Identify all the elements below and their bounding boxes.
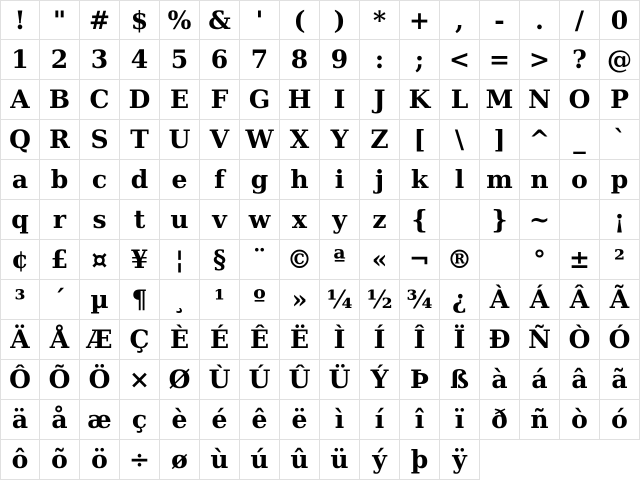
glyph-cell[interactable]: z [360,200,400,240]
glyph-cell[interactable]: c [80,160,120,200]
glyph-cell[interactable]: L [440,80,480,120]
glyph-cell[interactable]: S [80,120,120,160]
glyph-cell[interactable]: Ì [320,320,360,360]
glyph-cell[interactable]: # [80,0,120,40]
glyph-cell[interactable]: k [400,160,440,200]
glyph-cell[interactable]: Ü [320,360,360,400]
glyph-cell[interactable]: ù [200,440,240,480]
glyph-cell[interactable]: Å [40,320,80,360]
glyph-cell[interactable]: X [280,120,320,160]
glyph-cell[interactable]: ã [600,360,640,400]
glyph-cell[interactable]: e [160,160,200,200]
glyph-cell[interactable]: = [480,40,520,80]
glyph-cell[interactable]: ¾ [400,280,440,320]
glyph-cell[interactable]: µ [80,280,120,320]
glyph-cell[interactable]: õ [40,440,80,480]
glyph-cell[interactable]: ì [320,400,360,440]
glyph-cell[interactable]: ¹ [200,280,240,320]
glyph-cell[interactable]: ú [240,440,280,480]
glyph-cell[interactable]: ´ [40,280,80,320]
glyph-cell[interactable]: ° [520,240,560,280]
glyph-cell[interactable]: J [360,80,400,120]
glyph-cell[interactable]: þ [400,440,440,480]
glyph-cell[interactable]: : [360,40,400,80]
glyph-cell[interactable]: G [240,80,280,120]
empty-area-cell [480,440,520,480]
glyph-cell[interactable]: N [520,80,560,120]
glyph-cell[interactable]: s [80,200,120,240]
glyph-cell[interactable]: " [40,0,80,40]
glyph-cell[interactable]: Ï [440,320,480,360]
glyph-cell[interactable]: 2 [40,40,80,80]
glyph-cell[interactable] [480,240,520,280]
glyph-cell[interactable]: % [160,0,200,40]
glyph-cell[interactable]: $ [120,0,160,40]
glyph-cell[interactable]: i [320,160,360,200]
glyph-cell[interactable]: Î [400,320,440,360]
glyph-cell[interactable]: Û [280,360,320,400]
glyph-cell[interactable]: F [200,80,240,120]
glyph-cell[interactable]: Ð [480,320,520,360]
glyph-cell[interactable]: è [160,400,200,440]
glyph-cell[interactable]: § [200,240,240,280]
glyph-cell[interactable]: ¸ [160,280,200,320]
glyph-cell[interactable]: ä [0,400,40,440]
glyph-cell[interactable]: Æ [80,320,120,360]
glyph-cell[interactable]: r [40,200,80,240]
glyph-cell[interactable]: , [440,0,480,40]
glyph-cell[interactable]: Õ [40,360,80,400]
glyph-cell[interactable]: 4 [120,40,160,80]
glyph-cell[interactable]: ® [440,240,480,280]
glyph-cell[interactable]: K [400,80,440,120]
glyph-cell[interactable]: C [80,80,120,120]
glyph-cell[interactable]: ÷ [120,440,160,480]
glyph-cell[interactable]: ³ [0,280,40,320]
glyph-cell[interactable]: Ö [80,360,120,400]
glyph-cell[interactable]: & [200,0,240,40]
glyph-cell[interactable]: « [360,240,400,280]
glyph-cell[interactable]: ½ [360,280,400,320]
glyph-cell[interactable]: t [120,200,160,240]
glyph-cell[interactable]: ¿ [440,280,480,320]
glyph-cell[interactable]: ¦ [160,240,200,280]
empty-area-cell [520,440,560,480]
glyph-cell[interactable]: 1 [0,40,40,80]
glyph-cell[interactable]: Ø [160,360,200,400]
glyph-cell[interactable]: n [520,160,560,200]
glyph-cell[interactable]: h [280,160,320,200]
glyph-cell[interactable]: > [520,40,560,80]
glyph-cell[interactable]: û [280,440,320,480]
glyph-cell[interactable]: ç [120,400,160,440]
glyph-cell[interactable]: ; [400,40,440,80]
glyph-cell[interactable]: ª [320,240,360,280]
glyph-cell[interactable]: \ [440,120,480,160]
glyph-cell[interactable]: / [560,0,600,40]
glyph-cell[interactable]: ó [600,400,640,440]
glyph-cell[interactable]: À [480,280,520,320]
glyph-cell[interactable]: Â [560,280,600,320]
glyph-cell[interactable]: Ý [360,360,400,400]
glyph-cell[interactable]: Q [0,120,40,160]
glyph-cell[interactable]: Ñ [520,320,560,360]
empty-area-cell [600,440,640,480]
glyph-cell[interactable]: 6 [200,40,240,80]
glyph-cell[interactable]: Ç [120,320,160,360]
glyph-cell[interactable]: _ [560,120,600,160]
glyph-cell[interactable]: M [480,80,520,120]
glyph-cell[interactable]: ¤ [80,240,120,280]
glyph-cell[interactable]: l [440,160,480,200]
glyph-cell[interactable]: å [40,400,80,440]
glyph-cell[interactable]: ² [600,240,640,280]
glyph-cell[interactable]: 3 [80,40,120,80]
glyph-cell[interactable]: 9 [320,40,360,80]
glyph-cell[interactable]: 8 [280,40,320,80]
glyph-cell[interactable]: ¥ [120,240,160,280]
glyph-cell[interactable]: î [400,400,440,440]
glyph-cell[interactable]: º [240,280,280,320]
glyph-cell[interactable]: ] [480,120,520,160]
glyph-cell[interactable]: â [560,360,600,400]
glyph-cell[interactable]: [ [400,120,440,160]
glyph-cell[interactable]: ö [80,440,120,480]
glyph-cell[interactable]: È [160,320,200,360]
glyph-cell[interactable]: ð [480,400,520,440]
glyph-cell[interactable]: É [200,320,240,360]
glyph-cell[interactable]: æ [80,400,120,440]
glyph-cell[interactable]: Ù [200,360,240,400]
glyph-cell[interactable]: Ä [0,320,40,360]
glyph-cell[interactable]: à [480,360,520,400]
glyph-cell[interactable]: ? [560,40,600,80]
glyph-cell[interactable]: ¬ [400,240,440,280]
glyph-cell[interactable]: { [400,200,440,240]
glyph-cell[interactable]: ¨ [240,240,280,280]
glyph-cell[interactable]: ! [0,0,40,40]
glyph-cell[interactable]: U [160,120,200,160]
glyph-cell[interactable]: A [0,80,40,120]
glyph-cell[interactable]: ò [560,400,600,440]
glyph-cell[interactable]: I [320,80,360,120]
glyph-cell[interactable]: b [40,160,80,200]
glyph-cell[interactable]: * [360,0,400,40]
glyph-cell[interactable]: Ú [240,360,280,400]
glyph-cell[interactable]: 0 [600,0,640,40]
glyph-cell[interactable]: a [0,160,40,200]
glyph-cell[interactable]: é [200,400,240,440]
glyph-cell[interactable]: ¼ [320,280,360,320]
glyph-cell[interactable]: } [480,200,520,240]
glyph-cell[interactable]: D [120,80,160,120]
glyph-cell[interactable]: j [360,160,400,200]
glyph-cell[interactable]: + [400,0,440,40]
glyph-cell[interactable]: B [40,80,80,120]
glyph-cell[interactable]: W [240,120,280,160]
glyph-cell[interactable]: Z [360,120,400,160]
glyph-cell[interactable]: O [560,80,600,120]
glyph-cell[interactable]: w [240,200,280,240]
glyph-cell[interactable]: ë [280,400,320,440]
glyph-cell[interactable]: ß [440,360,480,400]
glyph-cell[interactable]: 5 [160,40,200,80]
glyph-cell[interactable]: o [560,160,600,200]
glyph-cell[interactable]: V [200,120,240,160]
glyph-cell[interactable]: í [360,400,400,440]
glyph-cell[interactable]: ¡ [600,200,640,240]
glyph-cell[interactable] [440,200,480,240]
glyph-cell[interactable]: ü [320,440,360,480]
glyph-cell[interactable]: T [120,120,160,160]
glyph-cell[interactable]: Á [520,280,560,320]
glyph-cell[interactable]: ` [600,120,640,160]
glyph-cell[interactable]: g [240,160,280,200]
glyph-cell[interactable]: × [120,360,160,400]
glyph-cell[interactable]: Y [320,120,360,160]
glyph-cell[interactable]: E [160,80,200,120]
glyph-cell[interactable]: £ [40,240,80,280]
glyph-cell[interactable]: H [280,80,320,120]
glyph-cell[interactable]: ) [320,0,360,40]
glyph-cell[interactable]: y [320,200,360,240]
glyph-cell[interactable]: ¶ [120,280,160,320]
glyph-cell[interactable]: f [200,160,240,200]
glyph-cell[interactable]: Ã [600,280,640,320]
glyph-cell[interactable]: ~ [520,200,560,240]
glyph-cell[interactable]: ¢ [0,240,40,280]
glyph-cell[interactable]: ± [560,240,600,280]
glyph-cell[interactable]: Í [360,320,400,360]
glyph-cell[interactable]: . [520,0,560,40]
glyph-cell[interactable]: m [480,160,520,200]
glyph-cell[interactable]: ï [440,400,480,440]
glyph-cell[interactable]: ý [360,440,400,480]
glyph-cell[interactable]: Ë [280,320,320,360]
glyph-cell[interactable]: ^ [520,120,560,160]
glyph-cell[interactable]: Ò [560,320,600,360]
glyph-cell[interactable]: 7 [240,40,280,80]
glyph-cell[interactable]: » [280,280,320,320]
glyph-cell[interactable]: R [40,120,80,160]
glyph-cell[interactable]: ÿ [440,440,480,480]
glyph-cell[interactable]: - [480,0,520,40]
glyph-cell[interactable]: Ê [240,320,280,360]
glyph-cell[interactable]: ' [240,0,280,40]
glyph-cell[interactable]: < [440,40,480,80]
glyph-cell[interactable]: ø [160,440,200,480]
glyph-cell[interactable]: Ó [600,320,640,360]
glyph-cell[interactable]: d [120,160,160,200]
glyph-cell[interactable]: © [280,240,320,280]
glyph-cell[interactable]: u [160,200,200,240]
glyph-cell[interactable]: p [600,160,640,200]
glyph-cell[interactable]: @ [600,40,640,80]
glyph-cell[interactable]: ( [280,0,320,40]
glyph-cell[interactable]: x [280,200,320,240]
glyph-cell[interactable]: v [200,200,240,240]
empty-area-cell [560,440,600,480]
glyph-cell[interactable]: q [0,200,40,240]
glyph-cell[interactable]: á [520,360,560,400]
glyph-cell[interactable]: Þ [400,360,440,400]
glyph-cell[interactable]: Ô [0,360,40,400]
glyph-cell[interactable]: ô [0,440,40,480]
glyph-cell[interactable] [560,200,600,240]
glyph-cell[interactable]: ê [240,400,280,440]
glyph-cell[interactable]: ñ [520,400,560,440]
glyph-cell[interactable]: P [600,80,640,120]
